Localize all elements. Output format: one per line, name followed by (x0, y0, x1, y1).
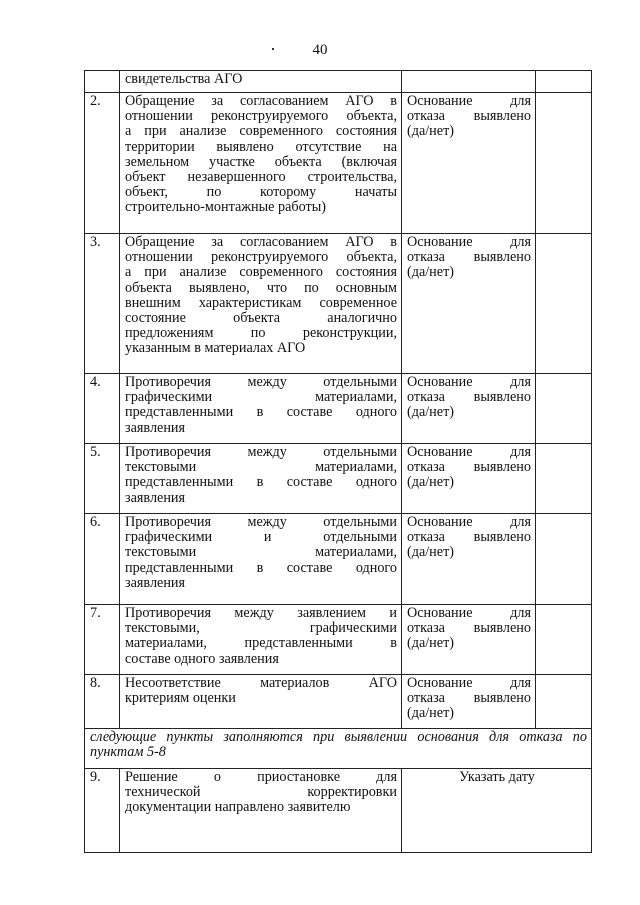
note-row (85, 729, 592, 769)
table-row (85, 93, 592, 234)
page-number: 40 (312, 42, 328, 58)
refusal-basis-cell (402, 71, 536, 93)
description-line: внешним характеристикам современное (125, 294, 397, 311)
description-line: заявления (125, 574, 186, 591)
refusal-basis-line: (да/нет) (407, 474, 454, 491)
description-line: свидетельства АГО (125, 71, 243, 87)
description-line: объект, по которому начаты (125, 184, 397, 201)
empty-cell (536, 71, 592, 93)
refusal-basis-line: Основание для (407, 444, 531, 460)
table-row (85, 444, 592, 514)
description-line: отношении реконструируемого объекта, (125, 249, 397, 266)
table-row (85, 605, 592, 675)
refusal-basis-cell (402, 444, 536, 514)
description-line: заявления (125, 419, 186, 436)
empty-cell (536, 374, 592, 444)
description-line: Противоречия между заявлением и (125, 605, 397, 621)
refusal-basis-line: отказа выявлено (407, 459, 531, 476)
instruction-note: следующие пункты заполняются при выявлении основания для отказа по пунктам 5-8 (85, 729, 592, 769)
refusal-basis-line: Основание для (407, 374, 531, 390)
description-line: Решение о приостановке для (125, 769, 397, 785)
refusal-basis-line: Основание для (407, 675, 531, 691)
description-line: текстовыми, графическими (125, 620, 397, 637)
refusal-basis-cell (402, 374, 536, 444)
description-line: представленными в составе одного (125, 404, 397, 421)
description-line: Противоречия между отдельными (125, 514, 397, 530)
description-line: территории выявлено отсутствие на (125, 138, 397, 155)
refusal-basis-cell (402, 234, 536, 374)
refusal-basis-cell (402, 675, 536, 729)
empty-cell (536, 444, 592, 514)
row-number: 4. (85, 374, 120, 444)
table-row (85, 374, 592, 444)
description-line: земельном участке объекта (включая (125, 153, 397, 170)
description-line: критериям оценки (125, 690, 236, 707)
description-line: документации направлено заявителю (125, 799, 351, 816)
criterion-description (120, 514, 402, 605)
description-line: объект незавершенного строительства, (125, 169, 397, 186)
criterion-description (120, 71, 402, 93)
refusal-basis-line: отказа выявлено (407, 529, 531, 546)
criterion-description (120, 675, 402, 729)
row-number: 6. (85, 514, 120, 605)
criterion-description (120, 444, 402, 514)
empty-cell (536, 514, 592, 605)
refusal-basis-line: Основание для (407, 605, 531, 621)
refusal-basis-line: Основание для (407, 514, 531, 530)
row-number: 5. (85, 444, 120, 514)
refusal-basis-cell (402, 93, 536, 234)
description-line: текстовыми материалами, (125, 459, 397, 476)
description-line: Обращение за согласованием АГО в (125, 234, 397, 250)
description-line: составе одного заявления (125, 650, 279, 667)
description-line: предложениям по реконструкции, (125, 325, 397, 342)
description-line: Противоречия между отдельными (125, 444, 397, 460)
table-row (85, 769, 592, 853)
description-line: объекта выявлено, что по основным (125, 279, 397, 296)
criterion-description (120, 605, 402, 675)
description-line: графическими и отдельными (125, 529, 397, 546)
criterion-description (120, 769, 402, 853)
refusal-basis-line: Основание для (407, 93, 531, 109)
table-row (85, 514, 592, 605)
refusal-basis-line: (да/нет) (407, 635, 454, 652)
refusal-basis-line: отказа выявлено (407, 690, 531, 707)
criterion-description (120, 374, 402, 444)
description-line: состояние объекта аналогично (125, 310, 397, 327)
refusal-basis-line: отказа выявлено (407, 389, 531, 406)
description-line: представленными в составе одного (125, 559, 397, 576)
description-line: Противоречия между отдельными (125, 374, 397, 390)
row-number (85, 71, 120, 93)
row-number: 7. (85, 605, 120, 675)
row-number: 3. (85, 234, 120, 374)
refusal-basis-line: отказа выявлено (407, 620, 531, 637)
refusal-basis-line: (да/нет) (407, 123, 454, 140)
table-row (85, 71, 592, 93)
description-line: а при анализе современного состояния (125, 123, 397, 140)
empty-cell (536, 234, 592, 374)
description-line: отношении реконструируемого объекта, (125, 108, 397, 125)
table-row (85, 234, 592, 374)
refusal-basis-cell (402, 514, 536, 605)
table-row (85, 675, 592, 729)
empty-cell (536, 675, 592, 729)
description-line: представленными в составе одного (125, 474, 397, 491)
criterion-description (120, 234, 402, 374)
refusal-basis-cell (402, 605, 536, 675)
description-line: а при анализе современного состояния (125, 264, 397, 281)
scan-dot (272, 48, 274, 50)
refusal-basis-line: отказа выявлено (407, 249, 531, 266)
description-line: графическими материалами, (125, 389, 397, 406)
description-line: указанным в материалах АГО (125, 340, 306, 357)
description-line: строительно-монтажные работы) (125, 199, 326, 216)
row-number: 9. (85, 769, 120, 853)
refusal-basis-line: отказа выявлено (407, 108, 531, 125)
refusal-basis-line: (да/нет) (407, 544, 454, 561)
description-line: материалами, представленными в (125, 635, 397, 652)
row-number: 2. (85, 93, 120, 234)
refusal-basis-line: (да/нет) (407, 404, 454, 421)
empty-cell (536, 93, 592, 234)
refusal-basis-line: (да/нет) (407, 705, 454, 722)
row-number: 8. (85, 675, 120, 729)
criterion-description (120, 93, 402, 234)
description-line: заявления (125, 489, 186, 506)
date-instruction: Указать дату (402, 769, 592, 853)
empty-cell (536, 605, 592, 675)
description-line: технической корректировки (125, 784, 397, 801)
assessment-table (84, 70, 592, 853)
refusal-basis-line: (да/нет) (407, 264, 454, 281)
refusal-basis-line: Основание для (407, 234, 531, 250)
description-line: Обращение за согласованием АГО в (125, 93, 397, 109)
description-line: Несоответствие материалов АГО (125, 675, 397, 691)
description-line: текстовыми материалами, (125, 544, 397, 561)
